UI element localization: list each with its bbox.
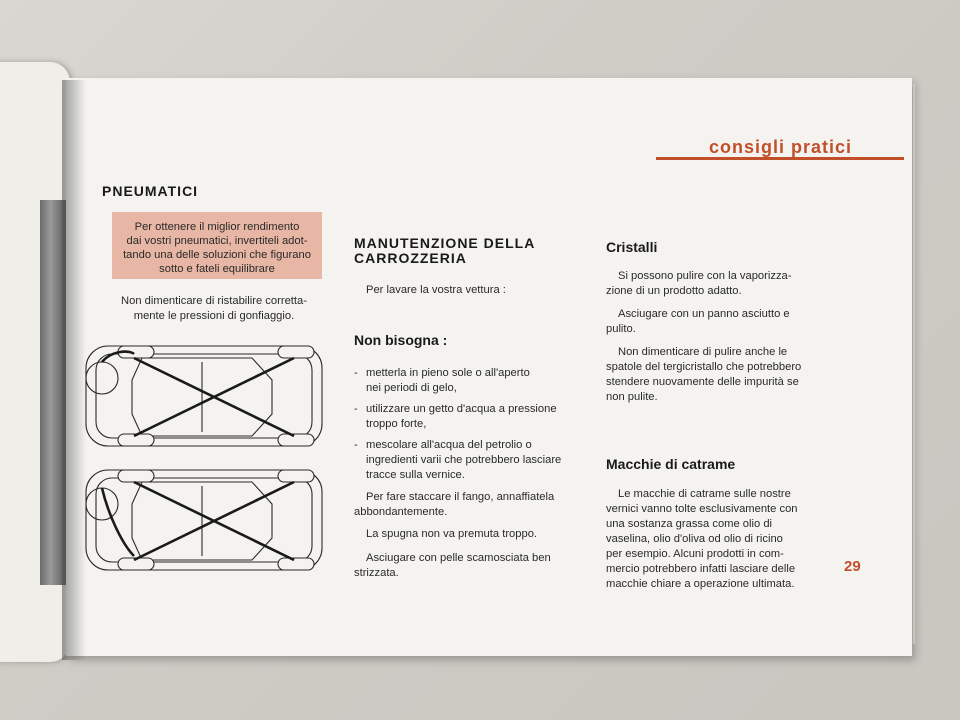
paragraph-line: strizzata. — [354, 567, 399, 579]
paragraph-line: stendere nuovamente delle impurità se — [606, 376, 799, 388]
section-title-rule — [656, 157, 904, 160]
cristalli-paragraph-2 — [606, 307, 836, 337]
rotation-arrows-top — [102, 352, 294, 436]
paragraph-line: non pulite. — [606, 391, 658, 403]
page-number: 29 — [844, 558, 861, 575]
pneumatici-heading: PNEUMATICI — [102, 183, 199, 199]
paragraph-line: vernici vanno tolte esclusivamente con — [606, 503, 798, 515]
section-title: consigli pratici — [708, 137, 852, 157]
cristalli-paragraph-3 — [606, 345, 836, 405]
tyre-rotation-diagram — [82, 340, 327, 580]
paragraph-line: pulito. — [606, 323, 636, 335]
bullet-dash: - — [354, 403, 358, 415]
paragraph-line: Asciugare con pelle scamosciata ben — [366, 552, 551, 564]
dry-paragraph — [354, 551, 584, 581]
non-bisogna-heading: Non bisogna : — [354, 332, 448, 348]
cristalli-paragraph-1 — [606, 269, 836, 299]
note-line: mente le pressioni di gonfiaggio. — [133, 310, 295, 322]
body-maintenance-heading — [354, 236, 535, 266]
highlight-line: Per ottenere il miglior rendimento — [134, 221, 300, 233]
heading-line: MANUTENZIONE DELLA — [354, 235, 536, 251]
tyre-icon — [118, 470, 154, 482]
paragraph-line: Le macchie di catrame sulle nostre — [618, 488, 791, 500]
paragraph-line: Non dimenticare di pulire anche le — [618, 346, 788, 358]
tyre-pressure-note — [114, 294, 314, 324]
wash-intro: Per lavare la vostra vettura : — [366, 284, 506, 296]
paragraph-line: spatole del tergicristallo che potrebbero — [606, 361, 802, 373]
note-line: Non dimenticare di ristabilire corretta- — [121, 295, 307, 307]
bullet-line: ingredienti varii che potrebbero lasciare — [366, 454, 562, 466]
mud-paragraph — [354, 490, 584, 520]
paragraph-line: zione di un prodotto adatto. — [606, 285, 742, 297]
paragraph-line: per esempio. Alcuni prodotti in com- — [606, 548, 784, 560]
tyre-front-left-icon — [278, 346, 314, 358]
spare-wheel-icon — [86, 362, 118, 394]
bullet-line: troppo forte, — [366, 418, 427, 430]
tyre-icon — [278, 470, 314, 482]
bullet-line: tracce sulla vernice. — [366, 469, 465, 481]
sponge-paragraph: La spugna non va premuta troppo. — [366, 528, 538, 540]
tyre-icon — [278, 558, 314, 570]
tar-stains-paragraph — [606, 487, 838, 592]
highlight-line: tando una delle soluzioni che figurano — [123, 249, 311, 261]
tar-stains-heading: Macchie di catrame — [606, 456, 736, 472]
paragraph-line: vaselina, olio d'oliva od olio di ricino — [606, 533, 783, 545]
bullet-dash: - — [354, 439, 358, 451]
paragraph-line: mercio potrebbero infatti lasciare delle — [606, 563, 796, 575]
heading-line: CARROZZERIA — [354, 250, 467, 266]
bullet-line: nei periodi di gelo, — [366, 382, 457, 394]
bullet-dash: - — [354, 367, 358, 379]
tyre-highlight-box — [112, 212, 322, 279]
paragraph-line: macchie chiare a operazione ultimata. — [606, 578, 795, 590]
cristalli-heading: Cristalli — [606, 239, 658, 255]
paragraph-line: Asciugare con un panno asciutto e — [618, 308, 790, 320]
highlight-line: dai vostri pneumatici, invertiteli adot- — [126, 235, 308, 247]
tyre-front-right-icon — [278, 434, 314, 446]
highlight-line: sotto e fateli equilibrare — [159, 263, 275, 275]
paragraph-line: abbondantemente. — [354, 506, 448, 518]
paragraph-line: Si possono pulire con la vaporizza- — [618, 270, 792, 282]
paragraph-line: una sostanza grassa come olio di — [606, 518, 773, 530]
bullet-line: mescolare all'acqua del petrolio o — [366, 439, 532, 451]
bullet-line: utilizzare un getto d'acqua a pressione — [366, 403, 557, 415]
bullet-line: metterla in pieno sole o all'aperto — [366, 367, 530, 379]
rotation-arrows-bottom — [102, 482, 294, 560]
paragraph-line: Per fare staccare il fango, annaffiatela — [366, 491, 555, 503]
